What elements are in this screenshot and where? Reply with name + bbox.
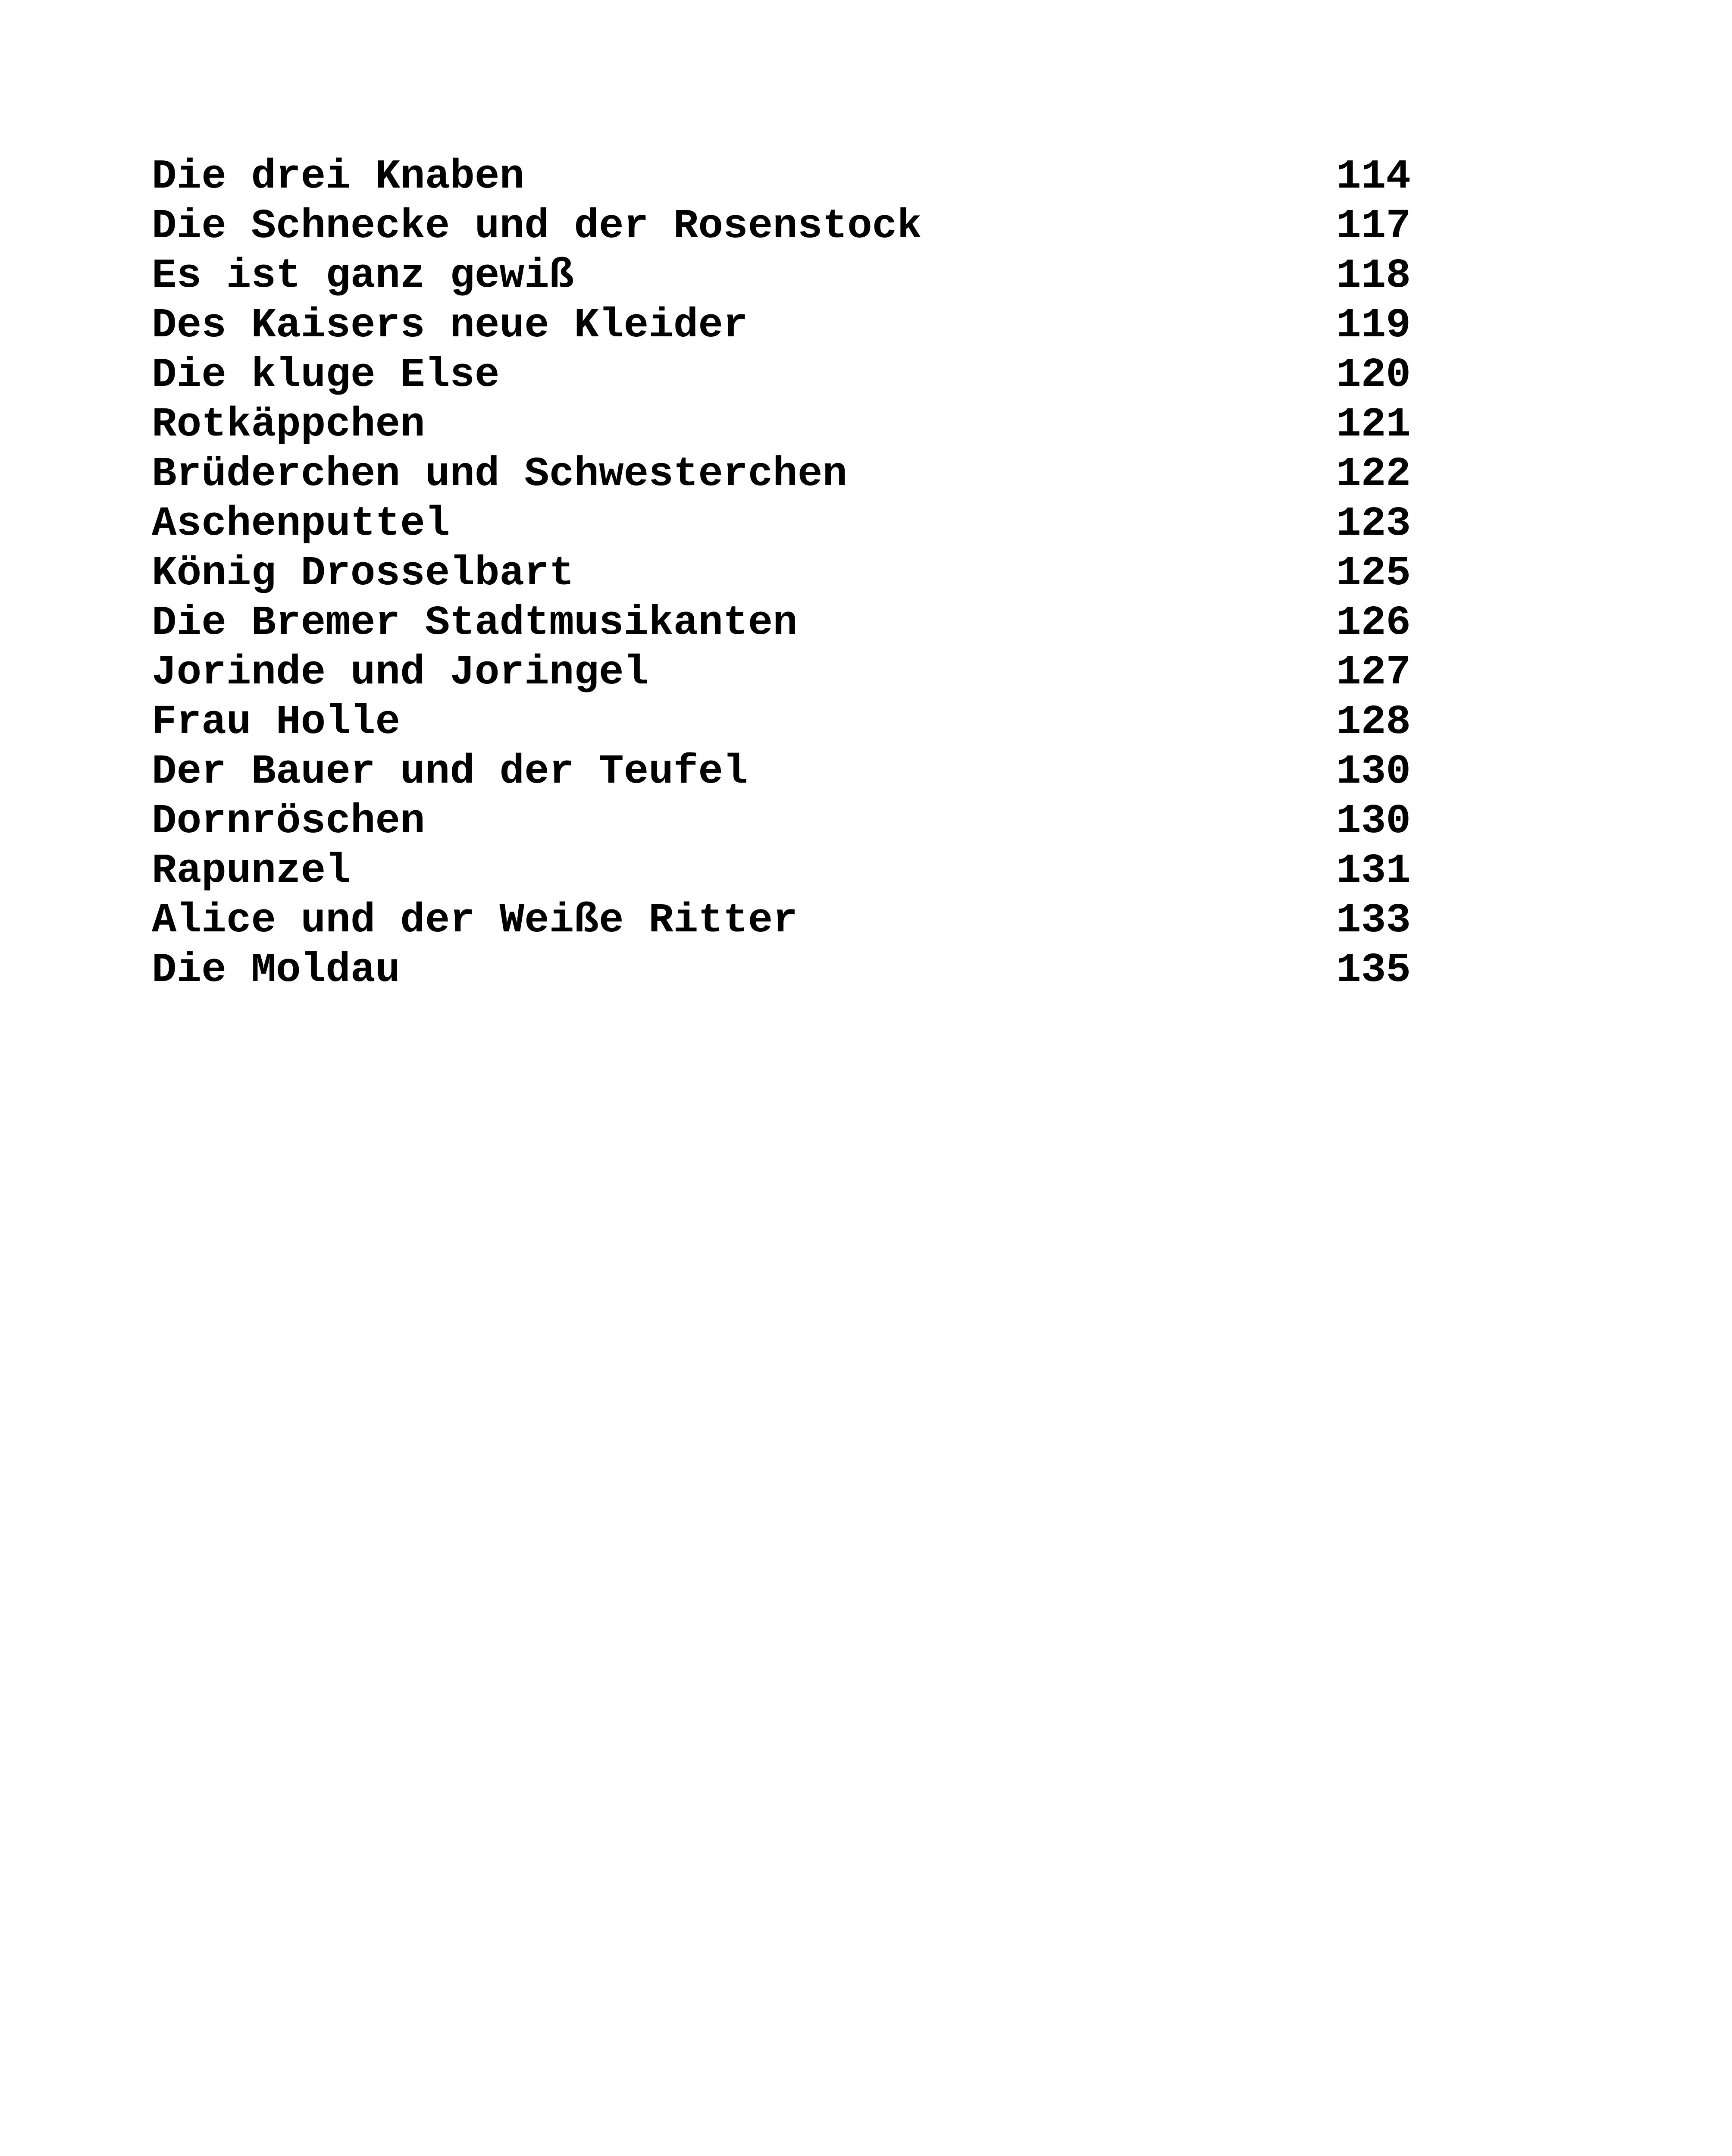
toc-entry-page: 123: [1336, 500, 1411, 547]
toc-entry-page: 127: [1336, 649, 1411, 696]
toc-entry: [152, 251, 1411, 301]
toc-entry: [152, 697, 1411, 747]
toc-entry-page: 119: [1336, 302, 1411, 349]
toc-entry-title: Die Bremer Stadtmusikanten: [152, 599, 798, 646]
toc-entry: [152, 846, 1411, 896]
toc-entry-page: 118: [1336, 252, 1411, 299]
toc-entry-title: Die kluge Else: [152, 351, 500, 398]
toc-entry-page: 114: [1336, 153, 1411, 200]
toc-entry: [152, 896, 1411, 945]
toc-entry: [152, 598, 1411, 648]
toc-entry: [152, 400, 1411, 449]
toc-entry-page: 131: [1336, 847, 1411, 894]
toc-entry-title: Die Moldau: [152, 946, 401, 993]
toc-entry-title: Jorinde und Joringel: [152, 649, 649, 696]
toc-entry: [152, 499, 1411, 548]
toc-entry-page: 128: [1336, 699, 1411, 746]
toc-entry-page: 120: [1336, 351, 1411, 398]
table-of-contents: [152, 152, 1411, 995]
toc-entry-title: Es ist ganz gewiß: [152, 252, 574, 299]
toc-entry: [152, 152, 1411, 201]
toc-entry-page: 133: [1336, 897, 1411, 944]
toc-entry: [152, 548, 1411, 598]
toc-entry-title: Alice und der Weiße Ritter: [152, 897, 798, 944]
toc-entry-page: 130: [1336, 798, 1411, 845]
toc-entry-title: Aschenputtel: [152, 500, 450, 547]
toc-entry-title: Die Schnecke und der Rosenstock: [152, 203, 922, 250]
toc-entry-page: 135: [1336, 946, 1411, 993]
toc-entry-page: 125: [1336, 550, 1411, 597]
toc-entry: [152, 301, 1411, 350]
toc-entry-title: Frau Holle: [152, 699, 401, 746]
toc-entry: [152, 449, 1411, 499]
toc-entry-title: Des Kaisers neue Kleider: [152, 302, 748, 349]
toc-entry: [152, 648, 1411, 697]
toc-entry: [152, 796, 1411, 846]
toc-entry-title: Rotkäppchen: [152, 401, 425, 448]
toc-entry: [152, 747, 1411, 796]
toc-entry-title: König Drosselbart: [152, 550, 574, 597]
toc-entry-title: Der Bauer und der Teufel: [152, 748, 748, 795]
toc-entry-page: 117: [1336, 203, 1411, 250]
toc-entry-title: Rapunzel: [152, 847, 351, 894]
toc-entry: [152, 201, 1411, 251]
toc-entry-page: 130: [1336, 748, 1411, 795]
toc-entry-title: Die drei Knaben: [152, 153, 525, 200]
toc-entry-page: 126: [1336, 599, 1411, 646]
toc-entry-title: Brüderchen und Schwesterchen: [152, 451, 848, 498]
toc-entry-title: Dornröschen: [152, 798, 425, 845]
toc-entry-page: 122: [1336, 451, 1411, 498]
toc-entry: [152, 945, 1411, 995]
toc-entry-page: 121: [1336, 401, 1411, 448]
toc-entry: [152, 350, 1411, 400]
